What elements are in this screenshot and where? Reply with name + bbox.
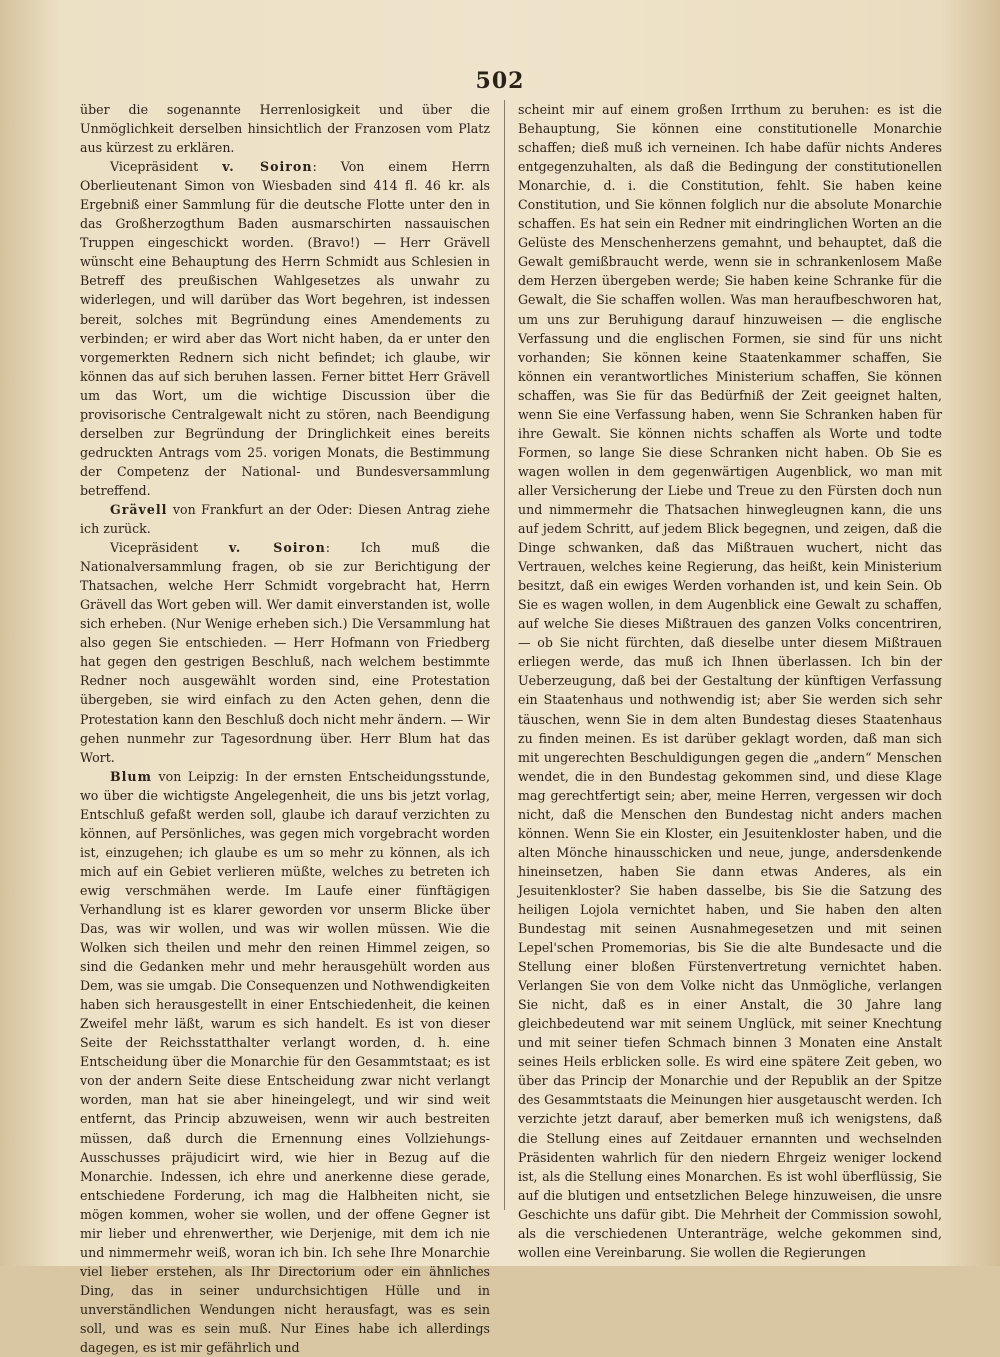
paragraph: [80, 538, 490, 767]
speaker-title: Vicepräsident: [110, 159, 223, 175]
paragraph: [518, 100, 942, 1262]
paragraph-text: über die sogenannte Herrenlosigkeit und über die Unmöglichkeit derselben hinsichtlich der Franzosen vom Platz aus kürzest zu erklären.: [80, 102, 490, 156]
paragraph-text: von Frankfurt an der Oder: Diesen Antrag ziehe ich zurück.: [80, 501, 490, 537]
speaker-title: Vicepräsident: [110, 540, 229, 556]
page-number: 502: [475, 68, 525, 94]
speaker-name: v. Soiron: [222, 159, 313, 175]
right-column: [518, 100, 942, 1262]
speaker-name: Blum: [110, 768, 152, 784]
speaker-name: Grävell: [110, 501, 168, 517]
paragraph-text: : Ich muß die Nationalversammlung fragen, ob sie zur Berichtigung der Thatsachen, welche Herr Schmidt vorgebracht hat, Herrn Grävell das Wort geben will. Wer damit einverstanden ist, wolle sich erheben. (Nur Wenige erheben sich.) Die Versammlung hat also gegen Sie entschieden. — Herr Hofmann von Friedberg hat gegen den gestrigen Beschluß, nach welchem bestimmte Redner noch ausgewählt worden sind, eine Protestation übergeben, sie wird einfach zu den Acten gehen, denn die Protestation kann den Beschluß doch nicht mehr ändern. — Wir gehen nunmehr zur Tagesordnung über. Herr Blum hat das Wort.: [80, 540, 490, 765]
paragraph: [80, 100, 490, 157]
column-divider: [504, 100, 505, 1210]
paragraph-text: von Leipzig: In der ernsten Entscheidungsstunde, wo über die wichtigste Angelegenheit, die uns bis jetzt vorlag, Entschluß gefaßt werden soll, glaube ich darauf verzichten zu können, auf Persönliches, was gegen mich vorgebracht worden ist, einzugehen; ich glaube es um so mehr zu können, als ich mich auf ein Gebiet verlieren müßte, welches zu betreten ich ewig verschmähen werde. Im Laufe einer fünftägigen Verhandlung ist es klarer geworden vor unserm Blicke über Das, was wir wollen, und was wir wollen müssen. Wie die Wolken sich theilen und mehr den reinen Himmel zeigen, so sind die Gedanken mehr und mehr herausgehült worden aus Dem, was sie umgab. Die Consequenzen und Nothwendigkeiten haben sich herausgestellt in einer Entschiedenheit, die keinen Zweifel mehr läßt, warum es sich handelt. Es ist von dieser Seite der Reichsstatthalter verlangt worden, d. h. eine Entscheidung über die Monarchie für den Gesammtstaat; es ist von der andern Seite diese Entscheidung zwar nicht verlangt worden, man hat sie aber hineingelegt, und wir sind weit entfernt, das Princip abzuweisen, wenn wir auch bestreiten müssen, daß durch die Ernennung eines Vollziehungs-Ausschusses präjudicirt wird, wie hier in Bezug auf die Monarchie. Indessen, ich ehre und anerkenne diese gerade, entschiedene Forderung, ich mag die Halbheiten nicht, sie mögen kommen, woher sie wollen, und der offene Gegner ist mir lieber und ehrenwerther, wie Derjenige, mit dem ich nie und nimmermehr weiß, woran ich bin. Ich sehe Ihre Monarchie viel lieber erstehen, als Ihr Directorium oder ein ähnliches Ding, das in seiner undurchsichtigen Hülle und in unverständlichen Wendungen nicht herausfagt, was es sein soll, und was es sein muß. Nur Eines habe ich allerdings dagegen, es ist mir gefährlich und: [80, 768, 490, 1356]
paragraph: [80, 767, 490, 1357]
paragraph-text: : Von einem Herrn Oberlieutenant Simon von Wiesbaden sind 414 fl. 46 kr. als Ergebniß einer Sammlung für die deutsche Flotte unter den in das Großherzogthum Baden ausmarschirten nassauischen Truppen eingeschickt worden. (Bravo!) — Herr Grävell wünscht eine Behauptung des Herrn Schmidt aus Schlesien in Betreff des preußischen Wahlgesetzes als unwahr zu widerlegen, und will darüber das Wort begehren, ist indessen bereit, solches mit Begründung eines Amendements zu verbinden; er wird aber das Wort nicht haben, da er unter den vorgemerkten Rednern sich nicht befindet; ich glaube, wir können das auf sich beruhen lassen. Ferner bittet Herr Grävell um das Wort, um die wichtige Discussion über die provisorische Centralgewalt nicht zu stören, nach Beendigung derselben zur Begründung der Dringlichkeit eines bereits gedruckten Antrags vom 25. vorigen Monats, die Bestimmung der Competenz der National- und Bundesversammlung betreffend.: [80, 159, 490, 498]
paragraph: [80, 157, 490, 500]
speaker-name: v. Soiron: [228, 540, 326, 556]
paragraph: [80, 500, 490, 538]
left-column: [80, 100, 490, 1357]
paragraph-text: scheint mir auf einem großen Irrthum zu beruhen: es ist die Behauptung, Sie können eine constitutionelle Monarchie schaffen; dieß muß ich verneinen. Ich habe dafür nichts Anderes entgegenzuhalten, als daß die Bedingung der constitutionellen Monarchie, d. i. die Constitution, fehlt. Sie haben keine Constitution, und Sie können folglich nur die absolute Monarchie schaffen. Es hat sein ein Redner mit eindringlichen Worten an die Gelüste des Menschenherzens gemahnt, und behauptet, daß die Gewalt gemißbraucht werde, wenn sie in schrankenlosem Maße dem Herzen übergeben werde; Sie haben keine Schranke für die Gewalt, die Sie schaffen wollen. Was man heraufbeschworen hat, um uns zur Beruhigung darauf hinzuweisen — die englische Verfassung und die englischen Formen, sie sind für uns nicht vorhanden; Sie können keine Staatenkammer schaffen, Sie können ein verantwortliches Ministerium schaffen, Sie können schaffen, was Sie für das Bedürfniß der Zeit geeignet halten, wenn Sie eine Verfassung haben, wenn Sie Schranken haben für ihre Gewalt. Sie können nichts schaffen als Worte und todte Formen, so lange Sie diese Schranken nicht haben. Ob Sie es wagen wollen in dem gegenwärtigen Augenblick, wo man mit aller Versicherung der Liebe und Treue zu den Fürsten doch nun und nimmermehr die Thatsachen hinwegleugnen kann, die uns auf jedem Schritt, auf jedem Blick begegnen, und zeigen, daß die Dinge schwanken, daß das Mißtrauen wuchert, nicht das Vertrauen, welches keine Regierung, das heißt, kein Ministerium besitzt, daß ein ewiges Werden vorhanden ist, und kein Sein. Ob Sie es wagen wollen, in dem Augenblick eine Gewalt zu schaffen, auf welche Sie dieses Mißtrauen des ganzen Volks concentriren, — ob Sie nicht fürchten, daß dieselbe unter diesem Mißtrauen erliegen werde, das muß ich Ihnen überlassen. Ich bin der Ueberzeugung, daß bei der Gestaltung der künftigen Verfassung ein Staatenhaus und nothwendig ist; aber Sie werden sich sehr täuschen, wenn Sie in dem alten Bundestag dieses Staatenhaus zu finden meinen. Es ist darüber geklagt worden, daß man sich mit ungerechten Beschuldigungen gegen die „andern“ Menschen wendet, die in den Bundestag gekommen sind, und diese Klage mag gerechtfertigt sein; aber, meine Herren, vergessen wir doch nicht, daß die Menschen den Bundestag nicht anders machen können. Wenn Sie ein Kloster, ein Jesuitenkloster haben, und die alten Mönche hinausschicken und neue, junge, andersdenkende hineinsetzen, haben Sie dann etwas Anderes, als ein Jesuitenkloster? Sie haben dasselbe, bis Sie die Satzung des heiligen Lojola vernichtet haben, und Sie haben den alten Bundestag mit seinen Ausnahmegesetzen und mit seinen Lepel'schen Promemorias, bis Sie die alte Bundesacte und die Stellung einer bloßen Fürstenvertretung vernichtet haben. Verlangen Sie von dem Volke nicht das Unmögliche, verlangen Sie nicht, daß es in einer Anstalt, die 30 Jahre lang gleichbedeutend war mit seinem Unglück, mit seiner Knechtung und mit seiner tiefen Schmach binnen 3 Monaten eine Anstalt seines Heils erblicken solle. Es wird eine spätere Zeit geben, wo über das Princip der Monarchie und der Republik an der Spitze des Gesammtstaats die Meinungen hier ausgetauscht werden. Ich verzichte jetzt darauf, aber bemerken muß ich wenigstens, daß die Stellung eines auf Zeitdauer ernannten und wechselnden Präsidenten wahrlich für den niedern Ehrgeiz weniger lockend ist, als die Stellung eines Monarchen. Es ist wohl überflüssig, Sie auf die blutigen und entsetzlichen Belege hinzuweisen, die unsre Geschichte uns dafür gibt. Die Mehrheit der Commission sowohl, als die verschiedenen Unteranträge, welche gekommen sind, wollen eine Vereinbarung. Sie wollen die Regierungen: [518, 102, 942, 1260]
